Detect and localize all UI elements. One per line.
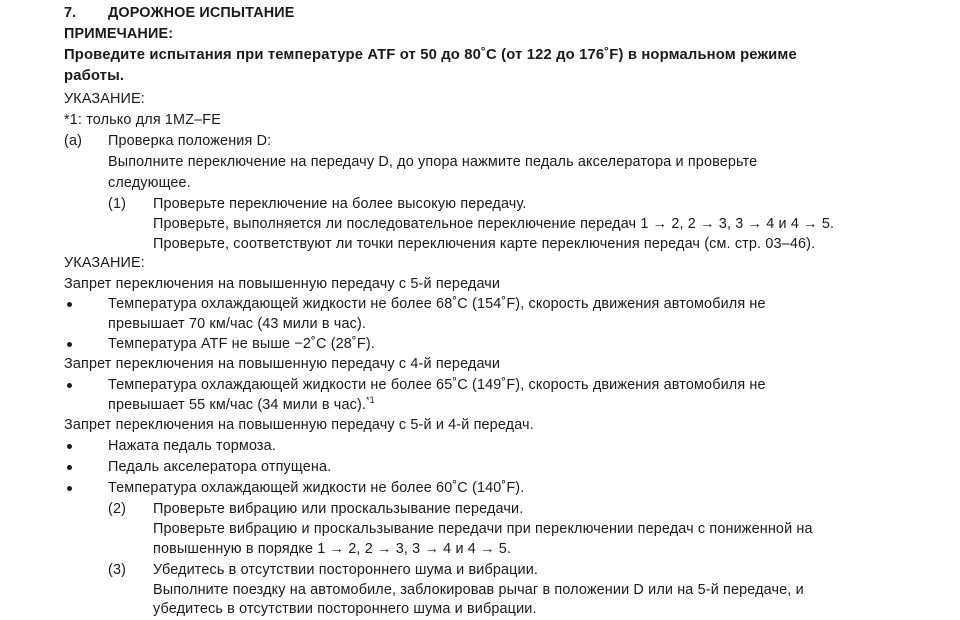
section-number: 7. (64, 5, 77, 21)
footnote-text: *1: только для 1MZ–FE (64, 112, 221, 128)
group-4th-title: Запрет переключения на повышенную передачу с 4-й передачи (64, 356, 501, 372)
hint-label-2: УКАЗАНИЕ: (64, 255, 145, 271)
group-4th-bullet-1-line-2 (108, 395, 375, 416)
step-3-marker: (3) (108, 562, 127, 578)
group-4th-bullet-1-line-1: Температура охлаждающей жидкости не более 65˚C (149˚F), скорость движения автомобиля не (108, 377, 766, 393)
step-2-title: Проверьте вибрацию или проскальзывание передачи. (153, 501, 524, 517)
note-text-line-2: работы. (64, 68, 125, 84)
step-1-line-1: Проверьте, выполняется ли последовательное переключение передач 1 → 2, 2 → 3, 3 → 4 и 4 → 5. (153, 216, 835, 232)
group-5th-4th-bullet-3: Температура охлаждающей жидкости не более 60˚C (140˚F). (108, 480, 525, 496)
hint-label: УКАЗАНИЕ: (64, 91, 145, 107)
bullet-icon (67, 383, 72, 388)
group-5th-4th-bullet-1: Нажата педаль тормоза. (108, 438, 276, 454)
note-label: ПРИМЕЧАНИЕ: (64, 26, 174, 42)
check-a-title: Проверка положения D: (108, 133, 272, 149)
note-text-line-1: Проведите испытания при температуре ATF от 50 до 80˚C (от 122 до 176˚F) в нормальном режиме (64, 47, 797, 63)
bullet-icon (67, 444, 72, 449)
bullet-icon (67, 342, 72, 347)
step-1-line-2: Проверьте, соответствуют ли точки переключения карте переключения передач (см. стр. 03–46). (153, 236, 816, 252)
step-2-line-1: Проверьте вибрацию и проскальзывание передачи при переключении передач с пониженной на (153, 521, 813, 537)
step-2-marker: (2) (108, 501, 127, 517)
group-4th-bullet-1-text: превышает 55 км/час (34 мили в час). (108, 397, 367, 413)
check-a-line-2: следующее. (108, 175, 191, 191)
group-5th-bullet-1-line-2: превышает 70 км/час (43 мили в час). (108, 316, 367, 332)
check-a-line-1: Выполните переключение на передачу D, до упора нажмите педаль акселератора и проверьте (108, 154, 758, 170)
group-5th-bullet-1-line-1: Температура охлаждающей жидкости не более 68˚C (154˚F), скорость движения автомобиля не (108, 296, 766, 312)
group-5th-4th-bullet-2: Педаль акселератора отпущена. (108, 459, 332, 475)
group-5th-title: Запрет переключения на повышенную передачу с 5-й передачи (64, 276, 501, 292)
bullet-icon (67, 465, 72, 470)
bullet-icon (67, 486, 72, 491)
bullet-icon (67, 302, 72, 307)
check-a-marker: (a) (64, 133, 83, 149)
section-title: ДОРОЖНОЕ ИСПЫТАНИЕ (108, 5, 295, 21)
step-2-line-2: повышенную в порядке 1 → 2, 2 → 3, 3 → 4 и 4 → 5. (153, 541, 512, 557)
group-5th-bullet-2: Температура ATF не выше −2˚C (28˚F). (108, 336, 375, 352)
step-1-marker: (1) (108, 196, 127, 212)
step-3-line-1: Выполните поездку на автомобиле, заблокировав рычаг в положении D или на 5-й передаче, и (153, 582, 804, 598)
step-3-line-2: убедитесь в отсутствии постороннего шума и вибрации. (153, 601, 537, 617)
footnote-ref: *1 (366, 395, 375, 406)
step-1-title: Проверьте переключение на более высокую передачу. (153, 196, 527, 212)
group-5th-4th-title: Запрет переключения на повышенную передачу с 5-й и 4-й передач. (64, 417, 534, 433)
step-3-title: Убедитесь в отсутствии постороннего шума и вибрации. (153, 562, 539, 578)
